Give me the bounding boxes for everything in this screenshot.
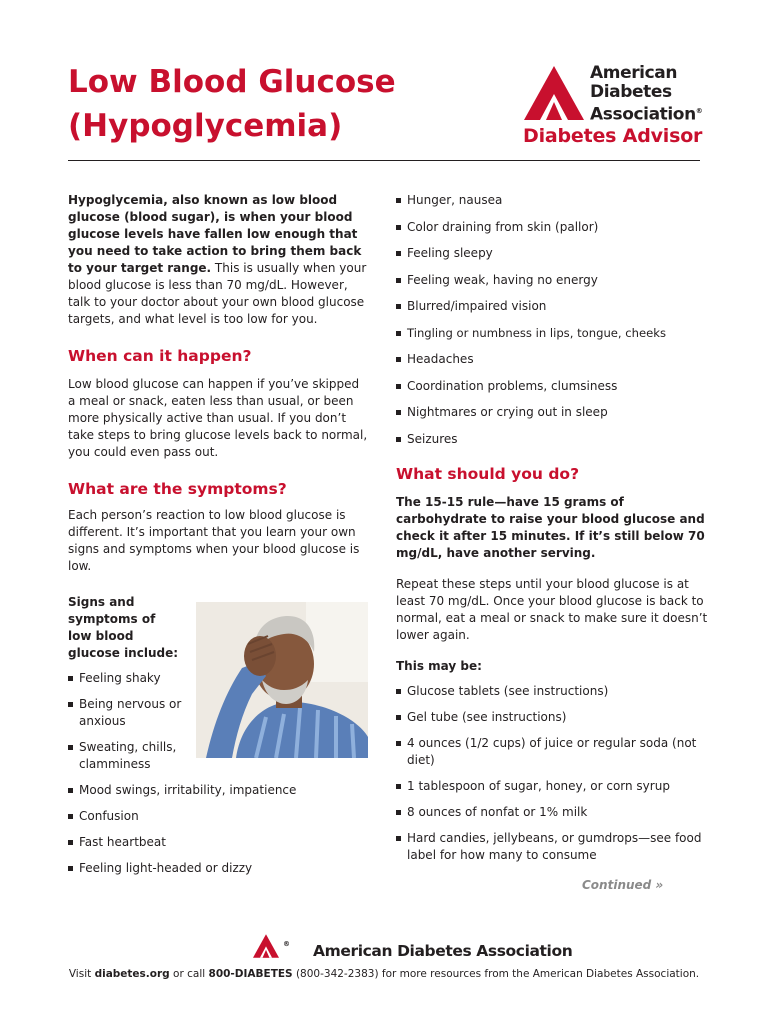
logo-subtitle: Diabetes Advisor [523, 125, 703, 147]
logo-line-3: Association [590, 104, 696, 125]
right-column [396, 192, 714, 864]
footer-ada-logo [253, 934, 573, 960]
ada-triangle-icon [524, 66, 584, 120]
list-item: 1 tablespoon of sugar, honey, or corn syrup [396, 778, 714, 795]
logo-line-2: Diabetes [590, 82, 672, 102]
todo-repeat: Repeat these steps until your blood glucose is at least 70 mg/dL. Once your blood glucose is back to normal, eat a meal or snack to make sure it doesn’t lower again. [396, 576, 708, 642]
ada-logo [524, 64, 714, 154]
list-item: Gel tube (see instructions) [396, 709, 714, 726]
footer-text: Visit diabetes.org or call 800-DIABETES (800-342-2383) for more resources from the American Diabetes Association. [68, 968, 700, 980]
list-item: Blurred/impaired vision [396, 298, 714, 315]
intro-bold: Hypoglycemia, also known as low blood glucose (blood sugar), is when your blood glucose levels have fallen low enough that you need to take action to bring them back to your target range. [68, 193, 362, 275]
logo-registered-mark: ® [695, 107, 703, 115]
list-item: Tingling or numbness in lips, tongue, cheeks [396, 325, 714, 342]
list-item: Hard candies, jellybeans, or gumdrops—see food label for how many to consume [396, 830, 714, 864]
symptoms-list-heading: Signs and symptoms of low blood glucose include: [68, 595, 179, 660]
list-item: Fast heartbeat [68, 834, 368, 851]
list-item: 8 ounces of nonfat or 1% milk [396, 804, 714, 821]
list-item: Headaches [396, 351, 714, 368]
list-item: 4 ounces (1/2 cups) of juice or regular soda (not diet) [396, 735, 714, 769]
list-item: Being nervous or anxious [68, 696, 189, 730]
title-line-2: (Hypoglycemia) [68, 108, 343, 144]
intro-paragraph [68, 192, 368, 328]
left-column [68, 192, 368, 886]
logo-wordmark [590, 64, 702, 125]
ada-triangle-icon [253, 934, 279, 958]
footer-phone[interactable]: 800-DIABETES [208, 968, 293, 980]
todo-heading: What should you do? [396, 464, 580, 483]
list-item: Mood swings, irritability, impatience [68, 782, 368, 799]
when-body: Low blood glucose can happen if you’ve skipped a meal or snack, eaten less than usual, or been more physically active than usual. If you don’t take steps to bring glucose levels back to normal, you could even pass out. [68, 377, 368, 459]
list-item: Hunger, nausea [396, 192, 714, 209]
continued-link[interactable]: Continued » [582, 878, 664, 892]
symptom-photo [196, 602, 368, 758]
list-item: Color draining from skin (pallor) [396, 219, 714, 236]
todo-maybe: This may be: [396, 658, 482, 673]
list-item: Feeling weak, having no energy [396, 272, 714, 289]
intro-regular: This is usually when your blood glucose is less than 70 mg/dL. However, talk to your doctor about your own blood glucose targets, and what level is too low for you. [68, 261, 367, 326]
page-title [68, 60, 468, 148]
footer-site-link[interactable]: diabetes.org [94, 968, 170, 980]
symptoms-list-right [396, 192, 714, 448]
logo-line-1: American [590, 63, 678, 83]
list-item: Seizures [396, 431, 714, 448]
list-item: Coordination problems, clumsiness [396, 378, 714, 395]
list-item: Confusion [68, 808, 368, 825]
list-item: Sweating, chills, clamminess [68, 739, 189, 773]
footer-logo-text: American Diabetes Association ® [283, 939, 573, 960]
header-divider [68, 160, 700, 161]
list-item: Feeling light-headed or dizzy [68, 860, 368, 877]
carb-options-list [396, 683, 714, 864]
list-item: Nightmares or crying out in sleep [396, 404, 714, 421]
list-item: Feeling sleepy [396, 245, 714, 262]
symptoms-heading: What are the symptoms? [68, 480, 287, 498]
list-item: Feeling shaky [68, 670, 189, 687]
man-holding-head-illustration [196, 602, 368, 758]
symptoms-body: Each person’s reaction to low blood glucose is different. It’s important that you learn your own signs and symptoms when your blood glucose is low. [68, 508, 360, 573]
todo-rule: The 15-15 rule—have 15 grams of carbohydrate to raise your blood glucose and check it after 15 minutes. If it’s still below 70 mg/dL, have another serving. [396, 494, 705, 560]
title-line-1: Low Blood Glucose [68, 64, 396, 100]
list-item: Glucose tablets (see instructions) [396, 683, 714, 700]
when-heading: When can it happen? [68, 347, 252, 365]
